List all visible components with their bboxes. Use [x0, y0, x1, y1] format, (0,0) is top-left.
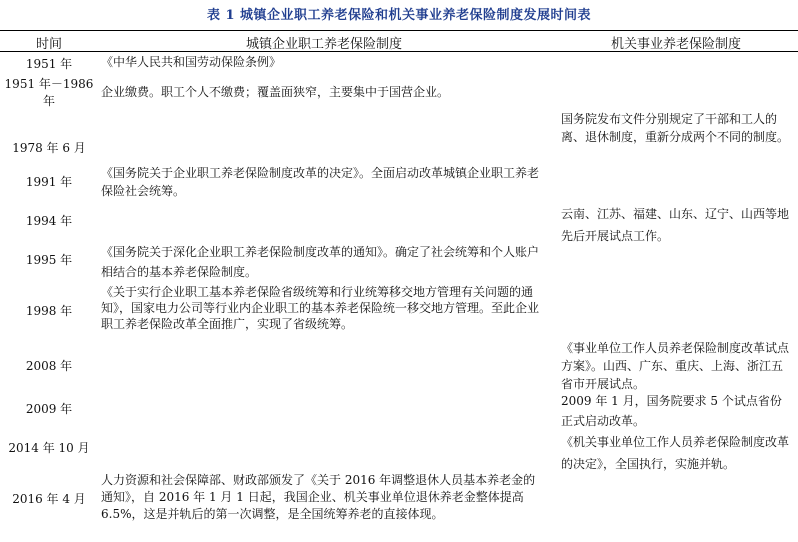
header-bottom-rule	[0, 51, 798, 52]
row-urban-1991: 《国务院关于企业职工养老保险制度改革的决定》。全面启动改革城镇企业职工养老保险社会统筹。	[101, 166, 540, 198]
row-year-2014: 2014 年 10 月	[8, 441, 90, 455]
row-year-1978: 1978 年 6 月	[12, 141, 86, 155]
table-caption: 表 1 城镇企业职工养老保险和机关事业养老保险制度发展时间表	[206, 8, 592, 23]
header-agency-pension: 机关事业养老保险制度	[610, 37, 741, 52]
row-urban-1951: 《中华人民共和国劳动保险条例》	[101, 55, 282, 69]
row-agency-2008: 《事业单位工作人员养老保险制度改革试点方案》。山西、广东、重庆、上海、浙江五省市开展试点。	[561, 341, 790, 391]
row-year-1991: 1991 年	[25, 175, 73, 189]
header-time: 时间	[35, 37, 62, 52]
row-year-1995: 1995 年	[25, 253, 73, 267]
row-year-2016: 2016 年 4 月	[12, 492, 86, 506]
row-agency-2014: 《机关事业单位工作人员养老保险制度改革的决定》，全国执行，实施并轨。	[561, 435, 790, 471]
row-urban-1951-1986: 企业缴费。职工个人不缴费；覆盖面狭窄，主要集中于国营企业。	[101, 85, 450, 99]
row-year-2008: 2008 年	[25, 359, 73, 373]
row-year-1998: 1998 年	[25, 304, 73, 318]
table-top-rule	[0, 30, 798, 31]
row-agency-2009: 2009 年 1 月，国务院要求 5 个试点省份正式启动改革。	[561, 394, 782, 428]
row-urban-1998: 《关于实行企业职工基本养老保险省级统筹和行业统筹移交地方管理有关问题的通知》，国家电力公司等行业内企业职工的基本养老保险统一移交地方管理。至此企业职工养老保险改革全面推广，实现了省级统筹。	[101, 285, 540, 331]
row-year-1951: 1951 年	[25, 57, 73, 71]
row-agency-1978: 国务院发布文件分别规定了干部和工人的离、退休制度，重新分成两个不同的制度。	[561, 112, 790, 144]
row-year-2009: 2009 年	[25, 402, 73, 416]
row-year-1994: 1994 年	[25, 214, 73, 228]
row-agency-1994: 云南、江苏、福建、山东、辽宁、山西等地先后开展试点工作。	[561, 207, 790, 243]
header-urban-pension: 城镇企业职工养老保险制度	[245, 37, 402, 52]
row-urban-2016: 人力资源和社会保障部、财政部颁发了《关于 2016 年调整退休人员基本养老金的通知》，自 2016 年 1 月 1 日起，我国企业、机关事业单位退休养老金整体提高 6.5%，这是并轨后的第一次调整，是全国统筹养老的直接体现。	[101, 473, 536, 521]
row-urban-1995: 《国务院关于深化企业职工养老保险制度改革的通知》。确定了社会统筹和个人账户相结合的基本养老保险制度。	[101, 245, 540, 279]
row-year-1951-1986: 1951 年－1986 年	[4, 77, 94, 108]
